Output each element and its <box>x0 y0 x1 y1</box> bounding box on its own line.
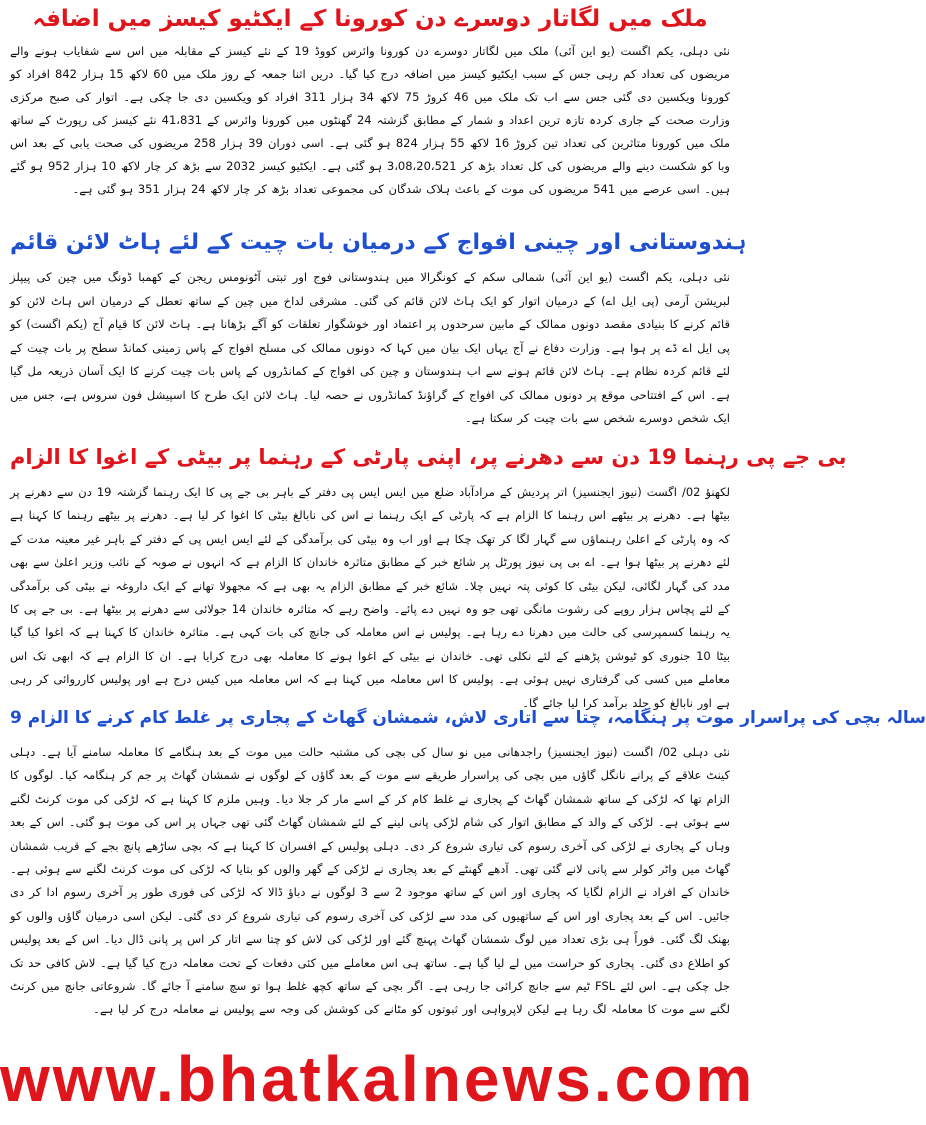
article-girl-death <box>0 693 926 1047</box>
article-hotline <box>0 226 747 431</box>
article-headline: ملک میں لگاتار دوسرے دن کورونا کے ایکٹیو کیسز میں اضافہ <box>32 6 708 32</box>
article-body: لکھنؤ 02/ اگست (نیوز ایجنسیز) اتر پردیش کے مرادآباد ضلع میں ایس ایس پی دفتر کے باہر بی جے پی کا ایک رہنما گزشتہ 19 دن سے دھرنے پر بیٹھا ہے۔ دھرنے پر بیٹھے اس رہنما کا الزام ہے کہ پارٹی کے ایک رہنما نے اس کی نابالغ بیٹی کا اغوا کر لیا ہے۔ دھرنے پر بیٹھے رہنما کا کہنا ہے کہ وہ پارٹی کے اعلیٰ رہنماؤں سے گہار لگا کر تھک چکا ہے اور اب وہ بیٹی کی برآمدگی کے لئے ایس ایس پی کے دفتر کے باہر غیر معینہ مدت کے لئے دھرنے پر بیٹھا ہوا ہے۔ اے بی پی نیوز پورٹل پر شائع خبر کے مطابق متاثرہ خاندان کا الزام ہے کہ انہوں نے صوبہ کے نائب وزیر اعلیٰ سے بھی مدد کی گہار لگائی، لیکن بیٹی کا کوئی پتہ نہیں چلا۔ شائع خبر کے مطابق الزام یہ بھی ہے کہ مجھولا تھانے کے ایک داروغہ نے بیٹی کی برآمدگی کے لئے پچاس ہزار روپے کی رشوت مانگی تھی جو وہ نہیں دے پائے۔ واضح رہے کہ متاثرہ خاندان 14 جولائی سے دھرنے پر بیٹھا ہے۔ بی جے پی کا یہ رہنما کسمپرسی کی حالت میں دھرنا دے رہا ہے۔ پولیس نے اس معاملہ کی جانچ کی بات کہی ہے۔ متاثرہ خاندان کا کہنا ہے کہ اغوا کیا گیا بیٹا 10 جنوری کو ٹیوشن پڑھنے کے لئے نکلی تھی۔ خاندان نے بیٹی کے اغوا ہونے کا معاملہ بھی درج کرایا ہے۔ ان کا الزام ہے کہ ابھی تک اس معاملے میں کسی کی گرفتاری نہیں ہوئی ہے۔ پولیس کا اس معاملہ میں کہنا ہے کہ اس معاملہ میں کیس درج ہے اور پولیس کارروائی کر رہی ہے اور نابالغ کو جلد برآمد کرا لیا جائے گا۔ <box>10 485 731 710</box>
article-body: نئی دہلی، یکم اگست (یو این آئی) شمالی سکم کے کونگرالا میں ہندوستانی فوج اور تبتی آٹونومس ریجن کے کھمبا ڈونگ میں چین کی پیپلز لبریشن آرمی (پی ایل اے) کے درمیان اتوار کو ایک ہاٹ لائن قائم کی گئی۔ مشرقی لداخ میں چین کے ساتھ تعطل کے درمیان اس ہاٹ لائن کو قائم کرنے کا بنیادی مقصد دونوں ممالک کے مابین سرحدوں پر اعتماد اور خوشگوار تعلقات کو آگے بڑھانا ہے۔ ہاٹ لائن کا قیام آج (یکم اگست) کو پی ایل اے ڈے پر ہوا ہے۔ وزارت دفاع نے آج یہاں ایک بیان میں کہا کہ دونوں ممالک کی مسلح افواج کے پاس زمینی کمانڈ سطح پر بات چیت کے لئے قائم کردہ نظام ہے۔ ہاٹ لائن قائم ہونے سے اب ہندوستان و چین کی افواج کے کمانڈروں کے پاس بات چیت کرنے کا ایک آسان ذریعہ مل گیا ہے۔ اس کے افتتاحی موقع پر دونوں ممالک کی افواج کے گراؤنڈ کمانڈروں نے حصہ لیا۔ ہاٹ لائن ایک طرح کا اسپیشل فون سروس ہے، جس میں ایک شخص دوسرے شخص سے بات چیت کر سکتا ہے۔ <box>10 270 730 425</box>
article-corona <box>0 0 740 226</box>
article-headline: ہندوستانی اور چینی افواج کے درمیان بات چیت کے لئے ہاٹ لائن قائم <box>10 230 747 255</box>
article-headline: بی جے پی رہنما 19 دن سے دھرنے پر، اپنی پارٹی کے رہنما پر بیٹی کے اغوا کا الزام <box>10 445 847 469</box>
article-body: نئی دہلی 02/ اگست (نیوز ایجنسیز) راجدھانی میں نو سال کی بچی کی مشتبہ حالت میں موت کے بعد ہنگامے کا معاملہ سامنے آیا ہے۔ دہلی کینٹ علاقے کے پرانے نانگل گاؤں میں بچی کی پراسرار طریقے سے موت کے بعد گاؤں کے لوگوں نے شمشان گھاٹ پر جم کر ہنگامہ کیا۔ لوگوں کا الزام تھا کہ لڑکی کے ساتھ شمشان گھاٹ کے پجاری نے غلط کام کر کے اسے مار کر جلا دیا۔ وہیں ملزم کا کہنا ہے کہ لڑکی کی موت کرنٹ لگنے سے ہوئی ہے۔ لڑکی کے والد کے مطابق اتوار کی شام لڑکی پانی لینے کے لئے شمشان گھاٹ گئی تھی جہاں پر اس کی موت ہو گئی۔ اس کے بعد وہاں کے پجاری نے لڑکی کی آخری رسوم کی تیاری شروع کر دی۔ دہلی پولیس کے افسران کا کہنا ہے کہ بچی ساڑھے پانچ بجے کے قریب شمشان گھاٹ میں واٹر کولر سے پانی لانے گئی تھی۔ آدھے گھنٹے کے بعد پجاری نے لڑکی کے گھر والوں کو بتایا کہ لڑکی کی موت کرنٹ لگنے سے ہوئی ہے۔ خاندان کے افراد نے الزام لگایا کہ پجاری اور اس کے ساتھ موجود 2 سے 3 لوگوں نے دباؤ ڈالا کہ لڑکی کی فوری طور پر آخری رسوم ادا کر دی جائیں۔ اس کے بعد پجاری اور اس کے ساتھیوں کی مدد سے لڑکی کی آخری رسوم کی تیاری شروع کر دی گئی۔ لیکن اسی درمیان گاؤں والوں کو بھنک لگ گئی۔ فوراً ہی بڑی تعداد میں لوگ شمشان گھاٹ پہنچ گئے اور لڑکی کی لاش کو چتا سے اتار کر اس پر پانی ڈال دیا۔ اس کے بعد پولیس کو اطلاع دی گئی۔ پجاری کو حراست میں لے لیا گیا ہے۔ ساتھ ہی اس معاملے میں کئی دفعات کے تحت معاملہ درج کیا گیا ہے۔ لاش کافی حد تک جل چکی ہے۔ اس لئے FSL ٹیم سے جانچ کرائی جا رہی ہے۔ اگر بچی کے ساتھ کچھ غلط ہوا تو سچ سامنے آ جائے گا۔ شروعاتی جانچ میں کرنٹ لگنے سے موت کا معاملہ لگ رہا ہے لیکن لاپرواہی اور ثبوتوں کو مٹانے کی کوشش کی وجہ سے پولیس نے معاملہ درج کر لیا ہے۔ <box>10 745 731 1017</box>
article-body: نئی دہلی، یکم اگست (یو این آئی) ملک میں لگاتار دوسرے دن کورونا وائرس کووڈ 19 کے نئے کیسز کے مقابلہ میں اس سے شفایاب ہونے والے مریضوں کی تعداد کم رہی جس کے سبب ایکٹیو کیسز میں اضافہ درج کیا گیا۔ دریں اثنا جمعہ کے روز ملک میں 60 لاکھ 15 ہزار 842 افراد کو کورونا ویکسین دی گئی جس سے اب تک ملک میں 46 کروڑ 75 لاکھ 34 ہزار 311 افراد کو ویکسین دی جا چکی ہے۔ اتوار کی صبح مرکزی وزارت صحت کے جاری کردہ تازہ ترین اعداد و شمار کے مطابق گزشتہ 24 گھنٹوں میں کورونا وائرس کے 41،831 نئے کیسز کی رپورٹ کے ساتھ ملک میں کورونا متاثرین کی تعداد تین کروڑ 16 لاکھ 55 ہزار 824 ہو گئی ہے۔ اسی دوران 39 ہزار 258 مریضوں کی صحت یابی کے بعد اس وبا کو شکست دینے والے مریضوں کی کل تعداد بڑھ کر 3،08،20،521 ہو گئی ہے۔ ایکٹیو کیسز 2032 سے بڑھ کر چار لاکھ 10 ہزار 952 ہو گئے ہیں۔ اسی عرصے میں 541 مریضوں کی موت کے باعث ہلاک شدگان کی مجموعی تعداد بڑھ کر چار لاکھ 24 ہزار 351 ہو گئی ہے۔ <box>10 44 730 196</box>
article-headline: 9 سالہ بچی کی پراسرار موت پر ہنگامہ، چتا سے اتاری لاش، شمشان گھاٹ کے پجاری پر غلط کام کرنے کا الزام <box>10 708 926 728</box>
website-brand: www.bhatkalnews.com <box>0 1043 756 1115</box>
article-bjp-protest <box>0 431 847 710</box>
